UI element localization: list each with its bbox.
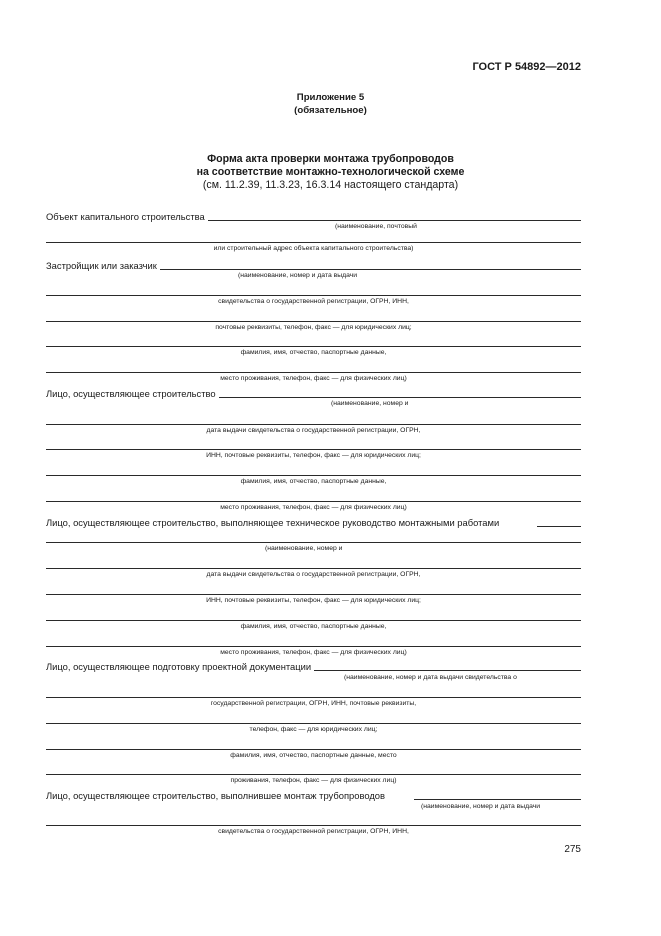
appendix-heading	[0, 92, 661, 117]
caption: проживания, телефон, факс — для физических лиц)	[230, 777, 397, 784]
caption: (наименование, номер и дата выдачи	[421, 803, 541, 810]
designer-label: Лицо, осуществляющее подготовку проектной документации	[46, 661, 314, 672]
caption: ИНН, почтовые реквизиты, телефон, факс — для юридических лиц;	[206, 597, 421, 604]
caption: ИНН, почтовые реквизиты, телефон, факс — для юридических лиц;	[206, 452, 421, 459]
caption: свидетельства о государственной регистрации, ОГРН, ИНН,	[218, 298, 409, 305]
form-title	[0, 153, 661, 193]
supervisor-label: Лицо, осуществляющее строительство, выполняющее техническое руководство монтажными работами	[46, 517, 500, 528]
page-number: 275	[564, 844, 581, 855]
builder-field-line-4[interactable]	[46, 475, 581, 476]
developer-field-line-4[interactable]	[46, 346, 581, 347]
designer-field-line-5[interactable]	[46, 774, 581, 775]
supervisor-field-line[interactable]	[537, 526, 581, 527]
builder-label: Лицо, осуществляющее строительство	[46, 388, 219, 399]
object-field-line-2[interactable]	[46, 242, 581, 243]
developer-field-line-5[interactable]	[46, 372, 581, 373]
supervisor-field-line-3[interactable]	[46, 568, 581, 569]
builder-field-line-3[interactable]	[46, 449, 581, 450]
caption: (наименование, почтовый	[335, 223, 417, 230]
caption: фамилия, имя, отчество, паспортные данные,	[240, 478, 387, 485]
caption: (наименование, номер и дата выдачи свидетельства о	[344, 674, 517, 681]
designer-field-line-3[interactable]	[46, 723, 581, 724]
developer-label: Застройщик или заказчик	[46, 260, 160, 271]
caption: (наименование, номер и	[331, 400, 409, 407]
form-title-line-2: на соответствие монтажно-технологической схеме	[196, 166, 465, 179]
supervisor-field-line-5[interactable]	[46, 620, 581, 621]
installer-label: Лицо, осуществляющее строительство, выполнившее монтаж трубопроводов	[46, 790, 385, 801]
caption: место проживания, телефон, факс — для физических лиц)	[220, 504, 407, 511]
builder-field-line-5[interactable]	[46, 501, 581, 502]
caption: государственной регистрации, ОГРН, ИНН, почтовые реквизиты,	[210, 700, 417, 707]
standard-number: ГОСТ Р 54892—2012	[472, 61, 581, 73]
builder-field-line-2[interactable]	[46, 424, 581, 425]
caption: телефон, факс — для юридических лиц;	[249, 726, 378, 733]
appendix-status: (обязательное)	[294, 104, 367, 116]
installer-field-line[interactable]	[414, 799, 581, 800]
caption: фамилия, имя, отчество, паспортные данные, место	[230, 752, 397, 759]
caption: дата выдачи свидетельства о государственной регистрации, ОГРН,	[206, 571, 421, 578]
caption: или строительный адрес объекта капитального строительства)	[213, 245, 414, 252]
developer-field-line-2[interactable]	[46, 295, 581, 296]
caption: почтовые реквизиты, телефон, факс — для юридических лиц;	[215, 324, 412, 331]
caption: (наименование, номер и	[265, 545, 343, 552]
appendix-title: Приложение 5	[296, 92, 365, 103]
installer-field-line-2[interactable]	[46, 825, 581, 826]
supervisor-field-line-4[interactable]	[46, 594, 581, 595]
designer-field-line-2[interactable]	[46, 697, 581, 698]
caption: место проживания, телефон, факс — для физических лиц)	[220, 649, 407, 656]
developer-field-line-3[interactable]	[46, 321, 581, 322]
caption: фамилия, имя, отчество, паспортные данные,	[240, 349, 387, 356]
caption: фамилия, имя, отчество, паспортные данные,	[240, 623, 387, 630]
form-title-line-3: (см. 11.2.39, 11.3.23, 16.3.14 настоящего стандарта)	[202, 179, 459, 192]
supervisor-field-line-2[interactable]	[46, 542, 581, 543]
object-label: Объект капитального строительства	[46, 211, 208, 222]
caption: место проживания, телефон, факс — для физических лиц)	[220, 375, 407, 382]
form-title-line-1: Форма акта проверки монтажа трубопроводов	[207, 153, 454, 165]
supervisor-field-line-6[interactable]	[46, 646, 581, 647]
designer-field-line-4[interactable]	[46, 749, 581, 750]
caption: свидетельства о государственной регистрации, ОГРН, ИНН,	[218, 828, 409, 835]
caption: дата выдачи свидетельства о государственной регистрации, ОГРН,	[206, 427, 421, 434]
caption: (наименование, номер и дата выдачи	[238, 272, 358, 279]
